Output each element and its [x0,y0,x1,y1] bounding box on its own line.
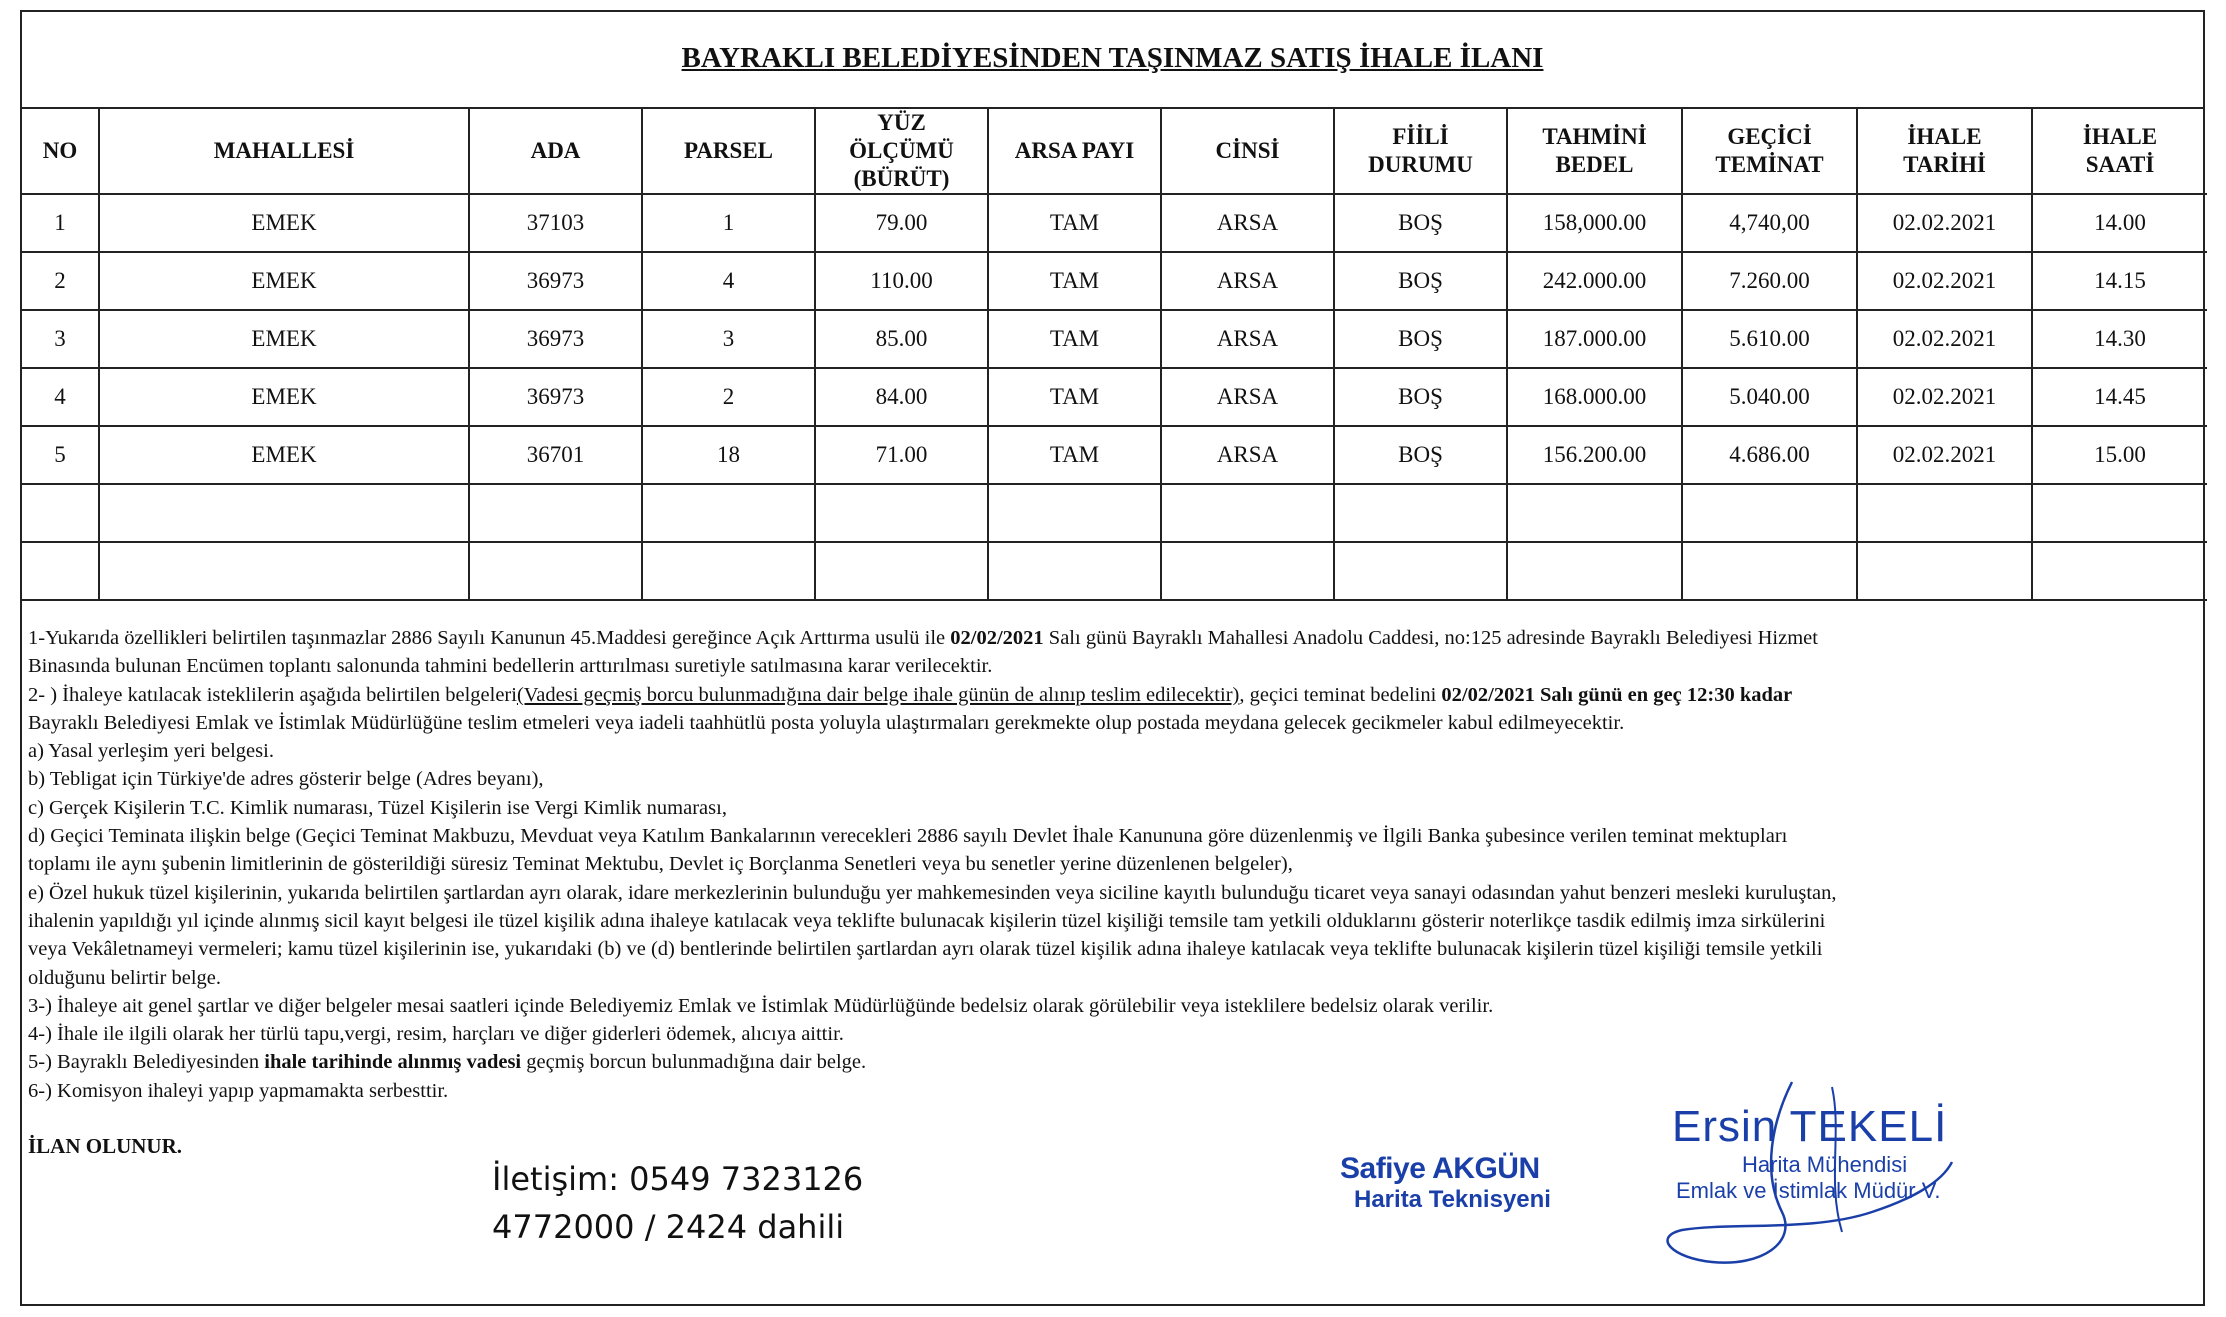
cell-teminat: 7.260.00 [1682,252,1857,310]
header-yuz-line1: YÜZ [877,110,926,135]
table-row [22,426,2207,484]
cell-no: 3 [22,310,99,368]
header-gecici-teminat [1682,109,1857,194]
header-yuz-line3: (BÜRÜT) [853,166,950,191]
cell-no: 1 [22,194,99,252]
table-header-row [22,109,2207,194]
note-6: 6-) Komisyon ihaleyi yapıp yapmamakta serbesttir. [28,1079,449,1102]
note-e-3: veya Vekâletnameyi vermeleri; kamu tüzel kişilerinin ise, yukarıdaki (b) ve (d) bentlerinde belirtilen şartlardan ayrı olarak tüzel kişilik adına ihaleye katılacak veya teklifte bulunacak kişilerin tüzel kişiliği temsile yetkili [28,938,1823,961]
cell-olcum: 85.00 [815,310,988,368]
empty-row [22,542,2207,600]
note-5: 5-) Bayraklı Belediyesinden ihale tarihinde alınmış vadesi geçmiş borcun bulunmadığına dair belge. [28,1051,867,1074]
header-fiili-durumu [1334,109,1507,194]
cell-tarih: 02.02.2021 [1857,252,2032,310]
cell-parsel: 2 [642,368,815,426]
cell-durum: BOŞ [1334,252,1507,310]
cell-cinsi: ARSA [1161,426,1334,484]
cell-olcum: 110.00 [815,252,988,310]
contact-info [492,1155,863,1251]
note-d-2: toplamı ile aynı şubenin limitlerinin de gösterildiği süresiz Teminat Mektubu, Devlet iç Borçlanma Senetleri veya bu senetler yerine düzenlenen belgeler), [28,853,1293,876]
cell-olcum: 79.00 [815,194,988,252]
header-tahmini-line1: TAHMİNİ [1542,124,1647,149]
table-row [22,368,2207,426]
contact-extension: 4772000 / 2424 dahili [492,1208,845,1246]
cell-bedel: 187.000.00 [1507,310,1682,368]
cell-cinsi: ARSA [1161,368,1334,426]
document-title: BAYRAKLI BELEDİYESİNDEN TAŞINMAZ SATIŞ İHALE İLANI [681,42,1544,74]
signature-stamp-tekeli [1672,1102,1947,1204]
announcement-sheet [20,10,2205,1306]
cell-mahalle: EMEK [99,194,469,252]
note-e-1: e) Özel hukuk tüzel kişilerinin, yukarıda belirtilen şartlardan ayrı olarak, idare merkezlerinin bulunduğu yer mahkemesinden veya siciline kayıtlı bulunduğu ticaret veya sanayi odasından yahut benzeri mesleki kuruluştan, [28,881,1837,904]
note-c: c) Gerçek Kişilerin T.C. Kimlik numarası, Tüzel Kişilerin ise Vergi Kimlik numarası, [28,796,727,819]
title-row [22,12,2203,109]
cell-bedel: 158,000.00 [1507,194,1682,252]
cell-arsa-payi: TAM [988,426,1161,484]
cell-arsa-payi: TAM [988,194,1161,252]
note-1: 1-Yukarıda özellikleri belirtilen taşınmazlar 2886 Sayılı Kanunun 45.Maddesi gereğince Açık Arttırma usulü ile 02/02/2021 Salı günü Bayraklı Mahallesi Anadolu Caddesi, no:125 adresinde Bayraklı Belediyesi Hizmet [28,627,1818,649]
cell-mahalle: EMEK [99,426,469,484]
note-3: 3-) İhaleye ait genel şartlar ve diğer belgeler mesai saatleri içinde Belediyemiz Emlak ve İstimlak Müdürlüğünde bedelsiz olarak görülebilir veya isteklilere bedelsiz olarak verilir. [28,994,1494,1017]
cell-cinsi: ARSA [1161,194,1334,252]
empty-row [22,484,2207,542]
ilan-olunur: İLAN OLUNUR. [28,1134,183,1158]
table-row [22,252,2207,310]
cell-tarih: 02.02.2021 [1857,426,2032,484]
header-arsa-payi: ARSA PAYI [988,109,1161,194]
cell-bedel: 168.000.00 [1507,368,1682,426]
cell-olcum: 84.00 [815,368,988,426]
header-mahallesi: MAHALLESİ [99,109,469,194]
header-tarih-line2: TARİHİ [1903,152,1986,177]
cell-ada: 36701 [469,426,642,484]
header-yuz-olcumu [815,109,988,194]
cell-olcum: 71.00 [815,426,988,484]
signer-name: Safiye AKGÜN [1340,1152,1540,1185]
signer-role-line2: Emlak ve İstimlak Müdür V. [1676,1178,1941,1203]
signer-role-line1: Harita Mühendisi [1742,1152,1908,1177]
table-row [22,194,2207,252]
header-tahmini-line2: BEDEL [1555,152,1634,177]
header-tahmini-bedel [1507,109,1682,194]
conditions-text [22,624,2203,1105]
note-b: b) Tebligat için Türkiye'de adres gösterir belge (Adres beyanı), [28,768,544,791]
cell-mahalle: EMEK [99,368,469,426]
header-no: NO [22,109,99,194]
cell-tarih: 02.02.2021 [1857,194,2032,252]
cell-ada: 36973 [469,310,642,368]
header-fiili-line2: DURUMU [1368,152,1473,177]
cell-durum: BOŞ [1334,426,1507,484]
cell-ada: 37103 [469,194,642,252]
header-ada: ADA [469,109,642,194]
note-1-cont: Binasında bulunan Encümen toplantı salonunda tahmini bedellerin arttırılması suretiyle satılmasına karar verilecektir. [28,655,993,678]
header-saat-line2: SAATİ [2085,152,2155,177]
cell-durum: BOŞ [1334,368,1507,426]
header-tarih-line1: İHALE [1907,124,1982,149]
cell-bedel: 242.000.00 [1507,252,1682,310]
cell-durum: BOŞ [1334,194,1507,252]
cell-no: 2 [22,252,99,310]
cell-arsa-payi: TAM [988,252,1161,310]
cell-arsa-payi: TAM [988,310,1161,368]
header-fiili-line1: FİİLİ [1392,124,1449,149]
cell-saat: 14.30 [2032,310,2207,368]
signature-stamp-akgun [1340,1152,1551,1214]
cell-saat: 14.15 [2032,252,2207,310]
cell-no: 5 [22,426,99,484]
header-gecici-line1: GEÇİCİ [1727,124,1812,149]
cell-teminat: 4.686.00 [1682,426,1857,484]
cell-parsel: 3 [642,310,815,368]
note-4: 4-) İhale ile ilgili olarak her türlü tapu,vergi, resim, harçları ve diğer giderleri ödemek, alıcıya aittir. [28,1023,844,1046]
cell-parsel: 18 [642,426,815,484]
note-2-cont: Bayraklı Belediyesi Emlak ve İstimlak Müdürlüğüne teslim etmeleri veya iadeli taahhütlü posta yoluyla ulaştırmaları gerekmekte olup postada meydana gelecek gecikmeler kabul edilmeyecektir. [28,711,1625,734]
table-row [22,310,2207,368]
cell-tarih: 02.02.2021 [1857,310,2032,368]
cell-mahalle: EMEK [99,252,469,310]
note-e-2: ihalenin yapıldığı yıl içinde alınmış sicil kayıt belgesi ile tüzel kişilik adına ihaleye katılacak veya teklifte bulunacak kişilerin tüzel kişiliği temsile tam yetkili olduklarını gösterir noterlikçe tasdik edilmiş imza sirkülerini [28,909,1826,932]
cell-tarih: 02.02.2021 [1857,368,2032,426]
note-e-4: olduğunu belirtir belge. [28,966,221,989]
note-a: a) Yasal yerleşim yeri belgesi. [28,740,274,763]
cell-bedel: 156.200.00 [1507,426,1682,484]
cell-teminat: 4,740,00 [1682,194,1857,252]
header-parsel: PARSEL [642,109,815,194]
cell-no: 4 [22,368,99,426]
note-2: 2- ) İhaleye katılacak isteklilerin aşağıda belirtilen belgeleri(Vadesi geçmiş borcu bulunmadığına dair belge ihale günün de alınıp teslim edilecektir), geçici teminat bedelini 02/02/2021 Salı günü en geç 12:30 kadar [28,683,1793,706]
cell-cinsi: ARSA [1161,252,1334,310]
header-ihale-saati [2032,109,2207,194]
cell-teminat: 5.040.00 [1682,368,1857,426]
header-cinsi: CİNSİ [1161,109,1334,194]
cell-ada: 36973 [469,252,642,310]
contact-phone: İletişim: 0549 7323126 [492,1160,864,1198]
header-yuz-line2: ÖLÇÜMÜ [849,138,954,163]
cell-ada: 36973 [469,368,642,426]
parcel-table [22,109,2207,601]
cell-parsel: 1 [642,194,815,252]
signer-name: Ersin TEKELİ [1672,1102,1948,1151]
cell-saat: 14.45 [2032,368,2207,426]
cell-mahalle: EMEK [99,310,469,368]
cell-teminat: 5.610.00 [1682,310,1857,368]
cell-saat: 15.00 [2032,426,2207,484]
cell-cinsi: ARSA [1161,310,1334,368]
cell-arsa-payi: TAM [988,368,1161,426]
cell-durum: BOŞ [1334,310,1507,368]
note-d-1: d) Geçici Teminata ilişkin belge (Geçici Teminat Makbuzu, Mevduat veya Katılım Bankalarının verecekleri 2886 sayılı Devlet İhale Kanununa göre düzenlenmiş ve İlgili Banka şubesince verilen teminat mektupları [28,825,1788,848]
header-gecici-line2: TEMİNAT [1715,152,1824,177]
cell-saat: 14.00 [2032,194,2207,252]
signer-role: Harita Teknisyeni [1354,1186,1551,1213]
header-ihale-tarihi [1857,109,2032,194]
header-saat-line1: İHALE [2082,124,2158,149]
cell-parsel: 4 [642,252,815,310]
